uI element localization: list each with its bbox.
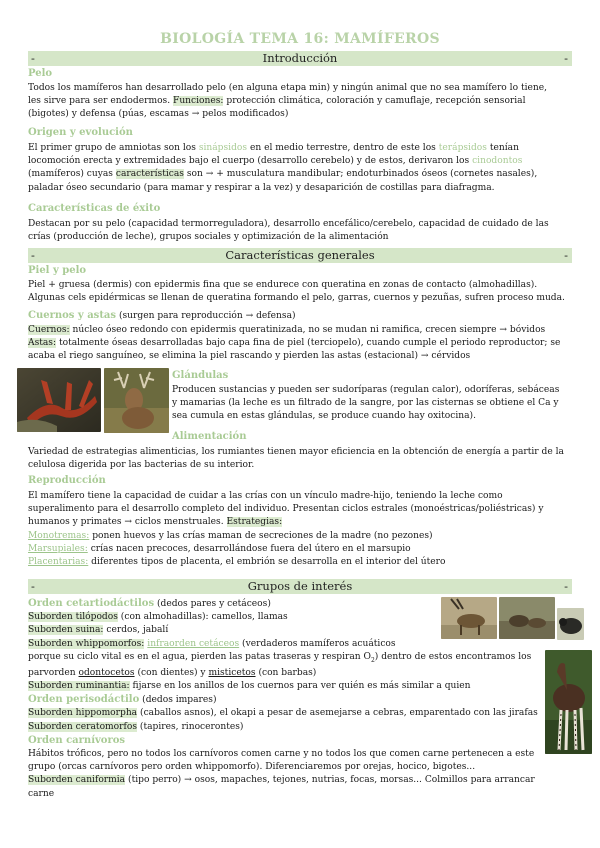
text-line xyxy=(28,516,576,529)
text-line xyxy=(28,530,576,543)
text: en el medio terrestre, dentro de este los xyxy=(249,143,436,153)
text-line: Destacan por su pelo (capacidad termorreguladora), desarrollo encefálico/cerebelo, capacidad de cuidado de las xyxy=(28,219,549,229)
text: parvorden xyxy=(28,667,76,678)
text-line: acaba el riego sanguíneo, se elimina la piel rascando y pierden las astas (estacional) → cérvidos xyxy=(28,351,471,362)
text-line: (bigotes) y defensa (púas, escamas → pelos modificados) xyxy=(28,109,289,120)
text-line: Todos los mamíferos han desarrollado pelo (en alguna etapa min) y ningún animal que no sea mamífero lo tiene, xyxy=(28,83,548,93)
label-astas: Astas: xyxy=(28,338,57,349)
paragraph-exito xyxy=(28,218,576,244)
subscript: 2 xyxy=(370,656,375,664)
section-title: Introducción xyxy=(262,51,338,65)
bar-dash: - xyxy=(564,579,568,593)
paragraph-cuernos xyxy=(28,324,576,364)
heading-glandulas: Glándulas xyxy=(172,370,229,381)
text-line xyxy=(28,324,576,337)
text: (tapires, rinocerontes) xyxy=(139,721,244,732)
section-bar-intro xyxy=(28,51,572,66)
section-bar-general xyxy=(28,248,572,263)
paragraph-origen xyxy=(28,142,576,195)
label-hippomorpha: Suborden hippomorpha xyxy=(28,708,138,719)
text: (caballos asnos), el okapi a pesar de asemejarse a cebras, emparentado con las jirafas xyxy=(140,708,538,719)
text-line xyxy=(28,95,576,108)
paragraph-glandulas xyxy=(172,384,572,424)
bar-dash: - xyxy=(31,248,35,262)
text: (con barbas) xyxy=(258,667,317,678)
heading-cetartiodactilos: Orden cetartiodáctilos xyxy=(28,598,155,609)
term-marsupiales: Marsupiales: xyxy=(28,543,88,554)
text: (tipo perro) → osos, mapaches, tejones, nutrias, focas, morsas... Colmillos para arrancar xyxy=(128,775,535,786)
text-line xyxy=(28,155,576,168)
text-line: Variedad de estrategias alimenticias, los rumiantes tienen mayor eficiencia en la obtención de energía a partir de la xyxy=(28,447,564,457)
text-line: carne xyxy=(28,788,55,799)
section-title: Grupos de interés xyxy=(247,579,353,593)
text: ponen huevos y las crías maman de secreciones de la madre (no pezones) xyxy=(92,530,433,541)
term-monotremas: Monotremas: xyxy=(28,530,90,541)
text-line xyxy=(28,337,576,350)
term-placentarias: Placentarias: xyxy=(28,557,89,568)
section-title: Características generales xyxy=(225,248,375,262)
text-line xyxy=(28,707,576,720)
text: son → + musculatura mandibular; endoturbinados óseos (cornetes nasales), xyxy=(186,169,538,180)
text-line xyxy=(28,667,576,680)
text-line: paladar óseo secundario (para mamar y respirar a la vez) y desaparición de costillas para diafragma. xyxy=(28,182,495,193)
text: protección climática, coloración y camuflaje, recepción sensorial xyxy=(226,96,526,107)
heading-perisodactilo: Orden perisodáctilo xyxy=(28,694,140,706)
text: locomoción erecta y extremidades bajo el cuerpo (desarrollo cerebelo) y de estos, derivaron los xyxy=(28,156,470,167)
text-line: crías (producción de leche), grupos sociales y optimización de la alimentación xyxy=(28,232,389,243)
text: (surgen para reproducción → defensa) xyxy=(118,311,296,321)
text-line: Piel + gruesa (dermis) con epidermis fina que se endurece con queratina en zonas de contacto (almohadillas). xyxy=(28,280,538,290)
text: cerdos, jabalí xyxy=(106,625,169,636)
text: diferentes tipos de placenta, el embrión se desarrolla en el interior del útero xyxy=(91,557,446,568)
term: terápsidos xyxy=(438,143,487,153)
heading-pelo: Pelo xyxy=(28,68,53,79)
bar-dash: - xyxy=(31,579,35,593)
term-misticetos: misticetos xyxy=(208,667,256,678)
section-bar-groups xyxy=(28,579,572,594)
heading-cuernos: Cuernos y astas xyxy=(28,310,117,321)
label-tilopodos: Suborden tilópodos xyxy=(28,612,118,623)
highlight: Estrategias: xyxy=(226,517,283,528)
label-whippomorfos: Suborden whippomorfos: xyxy=(28,638,145,649)
text-line xyxy=(28,693,576,707)
paragraph-alimentacion xyxy=(28,446,576,472)
text-line xyxy=(28,543,576,556)
label-caniformia: Suborden caniformia xyxy=(28,775,126,786)
label-ceratomorfos: Suborden ceratomorfos xyxy=(28,721,138,732)
term-odontocetos: odontocetos xyxy=(78,667,135,678)
paragraph-reproduccion xyxy=(28,490,576,569)
heading-exito: Características de éxito xyxy=(28,203,161,214)
highlight: características xyxy=(115,169,184,180)
text-line xyxy=(28,556,576,569)
text-line xyxy=(28,680,576,693)
text-line xyxy=(28,142,576,155)
text-line: celulosa digerida por las bacterias de su interior. xyxy=(28,460,255,471)
heading-cuernos-line xyxy=(28,309,576,323)
text: ) dentro de estos encontramos los xyxy=(374,651,532,662)
page-title: BIOLOGÍA TEMA 16: MAMÍFEROS xyxy=(160,31,440,47)
okapi-photo xyxy=(545,650,592,754)
text-line xyxy=(28,721,576,734)
highlight: Funciones: xyxy=(173,96,224,107)
text-line xyxy=(28,651,576,667)
text-line: Hábitos tróficos, pero no todos los carnívoros comen carne y no todos los que comen carne pertenecen a este xyxy=(28,749,535,760)
text: (verdaderos mamíferos acuáticos xyxy=(242,638,396,649)
bar-dash: - xyxy=(564,248,568,262)
text-line xyxy=(28,168,576,181)
text-line: grupo (orcas carnívoros pero orden whippomorfo). Diferenciaremos por orejas, hocico, bigotes... xyxy=(28,762,476,773)
label-suina: Suborden suina: xyxy=(28,625,104,636)
bar-dash: - xyxy=(31,51,35,65)
text: porque su ciclo vital es en el agua, pierden las patas traseras y respiran O xyxy=(28,651,371,662)
heading-origen: Origen y evolución xyxy=(28,127,133,138)
term: cinodontos xyxy=(472,156,523,167)
text-line: Producen sustancias y pueden ser sudoríparas (regulan calor), odoríferas, sebáceas xyxy=(172,385,560,395)
text: humanos y primates → ciclos menstruales. xyxy=(28,517,224,528)
text-line xyxy=(28,638,576,651)
bar-dash: - xyxy=(564,51,568,65)
paragraph-pelo xyxy=(28,82,576,122)
text: (dedos pares y cetáceos) xyxy=(156,599,271,609)
text-line: El mamífero tiene la capacidad de cuidar a las crías con un vínculo madre-hijo, teniendo la leche como xyxy=(28,491,503,501)
heading-alimentacion: Alimentación xyxy=(172,431,247,442)
text-line xyxy=(28,734,576,748)
text-line: y mamarias (la leche es un filtrado de la sangre, por las cisternas se obtiene el Ca y xyxy=(172,398,559,409)
term: sinápsidos xyxy=(198,143,248,153)
heading-piel: Piel y pelo xyxy=(28,265,87,276)
text: (dedos impares) xyxy=(142,695,217,706)
text-line: sea cumula en estas glándulas, se produce cuando hay oxitocina). xyxy=(172,411,476,422)
heading-reproduccion: Reproducción xyxy=(28,475,106,486)
text: (con dientes) y xyxy=(137,667,206,678)
deer-photo xyxy=(104,368,169,433)
boar-photo xyxy=(557,608,584,640)
text: tenían xyxy=(489,143,519,153)
antelope-photo xyxy=(441,597,497,639)
text-line: superalimento para el desarrollo completo del individuo. Presentan ciclos estrales (monoéstricas/poliéstricas) y xyxy=(28,504,544,515)
text: crías nacen precoces, desarrollándose fuera del útero en el marsupio xyxy=(90,543,411,554)
camels-photo xyxy=(499,597,555,639)
text-line xyxy=(28,774,576,787)
text: (mamíferos) cuyas xyxy=(28,169,113,180)
paragraph-piel xyxy=(28,279,576,305)
text: (con almohadillas): camellos, llamas xyxy=(120,612,288,623)
label-ruminantia: Suborden ruminantia: xyxy=(28,681,130,692)
antler-photo xyxy=(17,368,101,432)
text: totalmente óseas desarrolladas bajo capa fina de piel (terciopelo), cuando cumple el periodo reproductor; se xyxy=(58,338,561,349)
text: El primer grupo de amniotas son los xyxy=(28,143,196,153)
text: núcleo óseo redondo con epidermis queratinizada, no se mudan ni ramifica, crecen siempre → bóvidos xyxy=(72,325,546,335)
text: les sirve para ser endodermos. xyxy=(28,96,171,107)
term-infraorden: infraorden cetáceos xyxy=(147,638,240,649)
heading-carnivoros: Orden carnívoros xyxy=(28,734,126,746)
text-line: Algunas cels epidérmicas se llenan de queratina formando el pelo, garras, cuernos y pezuñas, sufren proceso muda. xyxy=(28,293,565,304)
label-cuernos: Cuernos: xyxy=(28,325,70,335)
text: fijarse en los anillos de los cuernos para ver quién es más similar a quien xyxy=(132,681,471,692)
